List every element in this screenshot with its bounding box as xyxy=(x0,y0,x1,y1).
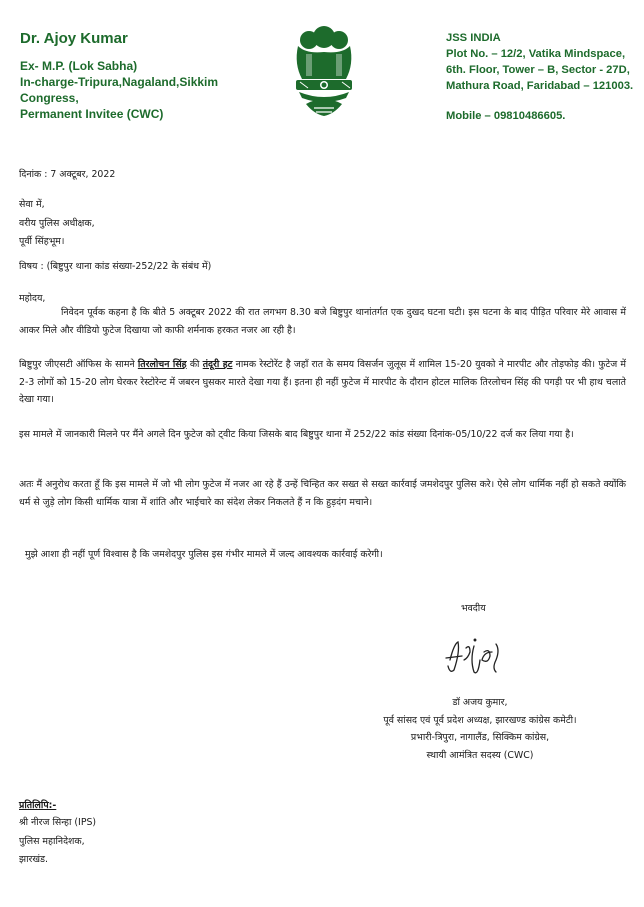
signatory-title: पूर्व सांसद एवं पूर्व प्रदेश अध्यक्ष, झारखण्ड कांग्रेस कमेटी। xyxy=(383,714,577,726)
sender-title-1: Ex- M.P. (Lok Sabha) xyxy=(20,59,138,73)
signatory-name: डॉ अजय कुमार, xyxy=(452,697,508,708)
body-paragraph-5: मुझे आशा ही नहीं पूर्ण विश्वास है कि जमशेदपुर पुलिस इस गंभीर मामले में जल्द आवश्यक कार्रवाई करेगी। xyxy=(25,549,383,560)
para2-text: की xyxy=(186,359,203,370)
copy-to-line: श्री नीरज सिन्हा (IPS) xyxy=(19,817,97,828)
copy-to-line: झारखंड. xyxy=(19,854,49,865)
body-paragraph-1: निवेदन पूर्वक कहना है कि बीते 5 अक्टूबर 2022 की रात लगभग 8.30 बजे बिष्टुपुर थानांतर्गत एक दुखद घटना घटी। इस घटना के बाद पीड़ित परिवार मेरे आवास में आकर मिले और वीडियो फुटेज दिखाया जो काफी शर्मनाक हरकत नजर आ रही है। xyxy=(19,307,626,336)
body-paragraph-2 xyxy=(19,356,626,409)
para2-text: नामक रेस्टोरेंट है जहाँ रात के समय विसर्जन जुलूस में शामिल 15-20 युवको ने मारपीट और तोड़फोड़ की। फुटेज में 2-3 लोगों को 15-20 लोग घेरकर रेस्टोरेन्ट में जबरन घुसकर मारते देखा गया हैं। इतना ही नहीं फुटेज में मारपीट के दौरान होटल मालिक तिरलोचन सिंह की पगड़ी पर भी हाथ चलाते देखा गया। xyxy=(19,359,626,405)
recipient-line: पूर्वी सिंहभूम। xyxy=(19,236,65,247)
salutation: महोदय, xyxy=(19,293,46,304)
recipient-line: वरीय पुलिस अधीक्षक, xyxy=(19,217,95,229)
letterhead-left xyxy=(20,30,218,122)
signatory-title: स्थायी आमंत्रित सदस्य (CWC) xyxy=(426,749,534,761)
copy-to-line: पुलिस महानिदेशक, xyxy=(19,835,85,847)
copy-label: प्रतिलिपि:- xyxy=(19,800,57,811)
copy-to-block xyxy=(19,814,96,870)
org-name: JSS INDIA xyxy=(446,32,501,44)
letterhead-right xyxy=(446,30,633,124)
sender-name: Dr. Ajoy Kumar xyxy=(20,30,128,47)
sender-title-4: Permanent Invitee (CWC) xyxy=(20,107,164,121)
handwritten-signature-icon xyxy=(440,630,510,680)
closing: भवदीय xyxy=(461,603,486,614)
mobile-number: Mobile – 09810486605. xyxy=(446,110,566,122)
recipient-line: सेवा में, xyxy=(19,199,45,210)
body-paragraph-3: इस मामले में जानकारी मिलने पर मैंने अगले दिन फुटेज को ट्वीट किया जिसके बाद बिष्टुपुर थाना में 252/22 कांड संख्या दिनांक-05/10/22 दर्ज कर लिया गया है। xyxy=(19,429,574,440)
sender-title-2: In-charge-Tripura,Nagaland,Sikkim xyxy=(20,75,219,89)
address-line-1: Plot No. – 12/2, Vatika Mindspace, xyxy=(446,48,626,60)
owner-name: तिरलोचन सिंह xyxy=(137,359,187,370)
address-line-3: Mathura Road, Faridabad – 121003. xyxy=(446,80,634,92)
signatory-title: प्रभारी-त्रिपुरा, नागालैंड, सिक्किम कांग्रेस, xyxy=(410,732,550,743)
recipient-block xyxy=(19,196,95,252)
address-line-2: 6th. Floor, Tower – B, Sector - 27D, xyxy=(446,64,630,76)
national-emblem-icon xyxy=(284,24,364,124)
restaurant-name: तंदूरी हट xyxy=(202,359,233,370)
signatory-block xyxy=(330,694,630,764)
body-paragraph-4: अतः मैं अनुरोध करता हूँ कि इस मामले में जो भी लोग फुटेज में नजर आ रहे हैं उन्हें चिन्हित कर सख्त से सख्त कार्रवाई जमशेदपुर पुलिस करे। ऐसे लोग धार्मिक नहीं हो सकते क्योंकि धर्म से जुड़े लोग किसी धार्मिक यात्रा में शांति और भाईचारे का संदेश लेकर निकलते हैं न कि हुड़दंग मचाने। xyxy=(19,479,626,508)
letter-date: दिनांक : 7 अक्टूबर, 2022 xyxy=(19,169,116,180)
sender-title-3: Congress, xyxy=(20,91,79,105)
para2-text: बिष्टुपुर जीएसटी ऑफिस के सामने xyxy=(19,359,138,370)
subject-line: विषय : (बिष्टुपुर थाना कांड संख्या-252/22 के संबंध में) xyxy=(19,261,212,272)
